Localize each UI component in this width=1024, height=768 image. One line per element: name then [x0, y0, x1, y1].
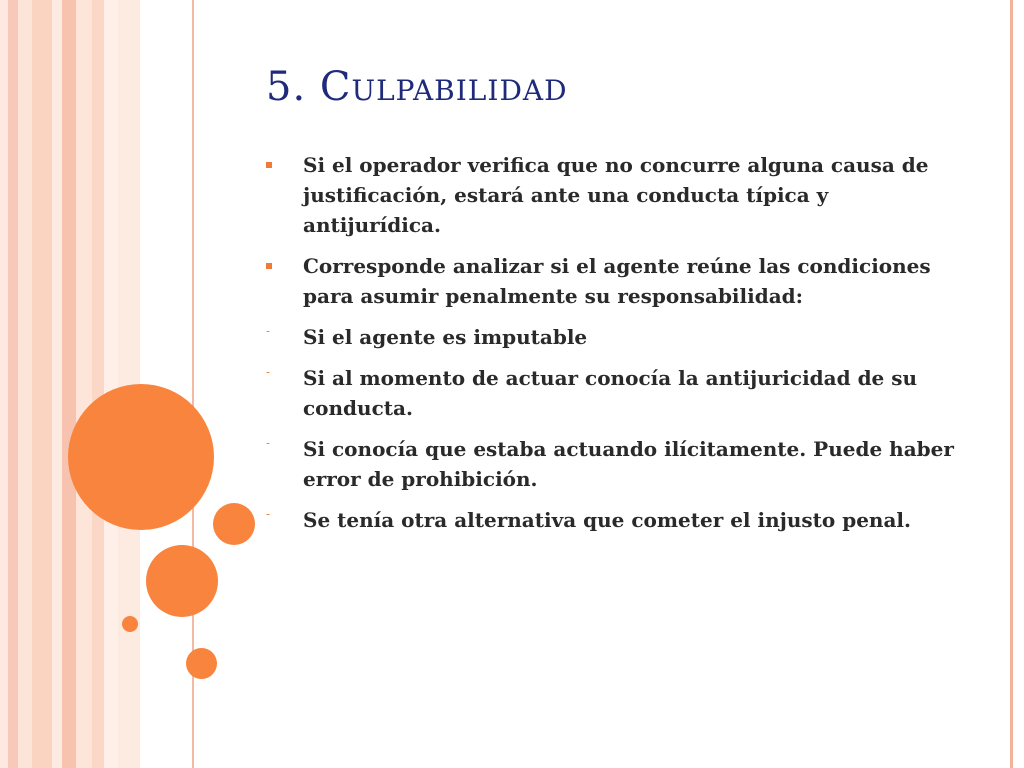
decor-circle-large [68, 384, 214, 530]
decor-stripe [52, 0, 62, 768]
decor-circle-tiny [122, 616, 138, 632]
decor-circle-small [186, 648, 217, 679]
decor-stripe [0, 0, 8, 768]
decor-circle-small [213, 503, 255, 545]
list-item [262, 150, 962, 240]
decor-stripe [76, 0, 92, 768]
list-item [262, 363, 962, 423]
square-bullet-icon [266, 162, 272, 168]
decor-stripe [62, 0, 76, 768]
list-item [262, 505, 962, 535]
list-item-text: Se tenía otra alternativa que cometer el injusto penal. [303, 508, 911, 532]
dash-bullet-icon: - [266, 436, 271, 450]
dash-bullet-icon: - [266, 365, 271, 379]
decor-stripe [104, 0, 118, 768]
square-bullet-icon [266, 263, 272, 269]
bullet-list [262, 150, 962, 546]
decor-rule-right [1010, 0, 1013, 768]
list-item-text: Si el agente es imputable [303, 325, 588, 349]
list-item [262, 322, 962, 352]
dash-bullet-icon: - [266, 507, 271, 521]
decor-stripe [18, 0, 32, 768]
list-item [262, 434, 962, 494]
list-item-text: Si conocía que estaba actuando ilícitamente. Puede haber error de prohibición. [303, 437, 954, 491]
dash-bullet-icon: - [266, 324, 271, 338]
decor-stripe [92, 0, 104, 768]
decor-circle-medium [146, 545, 218, 617]
list-item-text: Si el operador verifica que no concurre alguna causa de justificación, estará ante una conducta típica y antijurídica. [303, 153, 929, 237]
list-item-text: Corresponde analizar si el agente reúne las condiciones para asumir penalmente su responsabilidad: [303, 254, 931, 308]
list-item-text: Si al momento de actuar conocía la antijuricidad de su conducta. [303, 366, 918, 420]
slide-title: 5. Culpabilidad [266, 64, 568, 110]
list-item [262, 251, 962, 311]
decor-stripe [32, 0, 52, 768]
decor-stripe [8, 0, 18, 768]
